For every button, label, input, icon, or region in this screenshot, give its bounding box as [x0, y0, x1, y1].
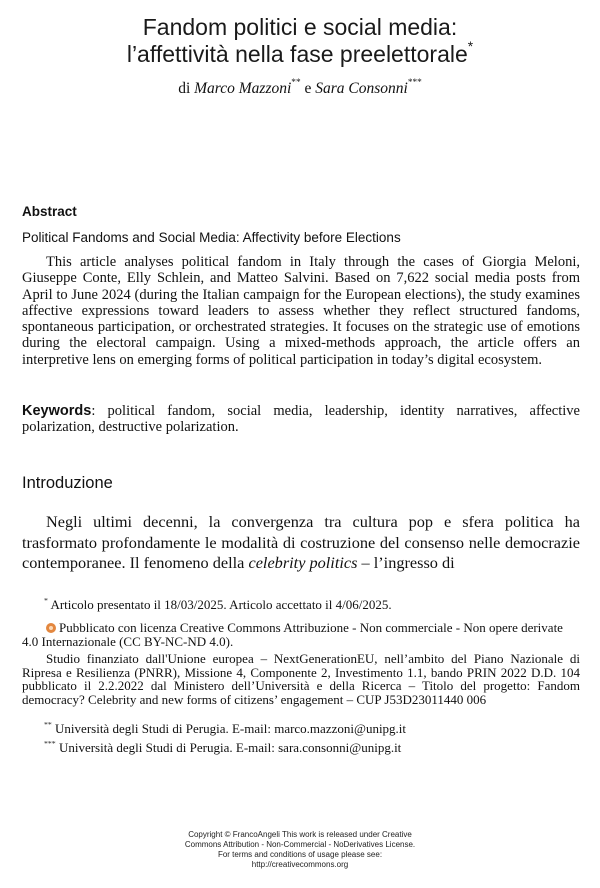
introduction-heading: Introduzione [22, 474, 113, 492]
title-line-1: Fandom politici e social media: [142, 14, 458, 40]
footnote-3: *** Università degli Studi di Perugia. E-mail: sara.consonni@unipg.it [44, 738, 402, 755]
abstract-english-title: Political Fandoms and Social Media: Affectivity before Elections [22, 230, 401, 245]
footnote-2: ** Università degli Studi di Perugia. E-mail: marco.mazzoni@unipg.it [44, 719, 407, 736]
license-note: Pubblicato con licenza Creative Commons Attribuzione - Non commerciale - Non opere derivate 4.0 Internazionale (CC BY-NC-ND 4.0). [22, 620, 563, 649]
title-footnote-mark: * [467, 39, 474, 55]
author-2: Sara Consonni [315, 80, 408, 97]
article-title [0, 14, 600, 68]
abstract-heading: Abstract [22, 204, 77, 219]
authors-line: di Marco Mazzoni** e Sara Consonni*** [178, 78, 422, 97]
title-line-2: l’affettività nella fase preelettorale* [126, 39, 474, 67]
footnote-1: * Articolo presentato il 18/03/2025. Articolo accettato il 4/06/2025. [44, 595, 392, 612]
keywords-label: Keywords [22, 403, 92, 419]
keywords [22, 403, 580, 436]
abstract-body: This article analyses political fandom in Italy through the cases of Giorgia Meloni, Giuseppe Conte, Elly Schlein, and Matteo Salvini. Based on 7,622 social media posts from April to June 2024 (during the Italian campaign for the European elections), the study examines affective expressions toward leaders to assess whether they reflect structured fandoms, spontaneous participation, or orchestrated strategies. It focuses on the strategic use of emotions during the electoral campaign. Using a mixed-methods approach, the article offers an interpretive lens on emerging forms of political participation in today’s digital ecosystem. [22, 254, 580, 368]
introduction-paragraph: Negli ultimi decenni, la convergenza tra cultura pop e sfera politica ha trasformato profondamente le modalità di costruzione del consenso nelle democrazie contemporanee. Il fenomeno della celebrity politics – l’ingresso di [22, 512, 580, 572]
creative-commons-icon [46, 623, 56, 633]
copyright-notice: Copyright © FrancoAngeli This work is released under Creative Commons Attribution - Non-Commercial - NoDerivatives License. For terms and conditions of usage please see: http://creativecommons.org [0, 830, 600, 870]
author-2-mark: *** [407, 78, 422, 89]
author-1: Marco Mazzoni [194, 80, 292, 97]
keywords-list: : political fandom, social media, leadership, identity narratives, affective polarization, destructive polarization. [22, 403, 580, 436]
creative-commons-link[interactable]: http://creativecommons.org [251, 860, 349, 869]
celebrity-politics-term: celebrity politics [248, 553, 358, 572]
author-1-mark: ** [291, 78, 301, 89]
funding-note: Studio finanziato dall'Unione europea – NextGenerationEU, nell’ambito del Piano Nazionale di Ripresa e Resilienza (PNRR), Missione 4, Componente 2, Investimento 1.1, bando PRIN 2022 D.D. 104 pubblicato il 2.2.2022 dal Ministero dell’Università e della Ricerca – Titolo del progetto: Fandom democracy? Celebrity and new forms of citizens’ engagement – CUP J53D23011440 006 [22, 651, 580, 707]
